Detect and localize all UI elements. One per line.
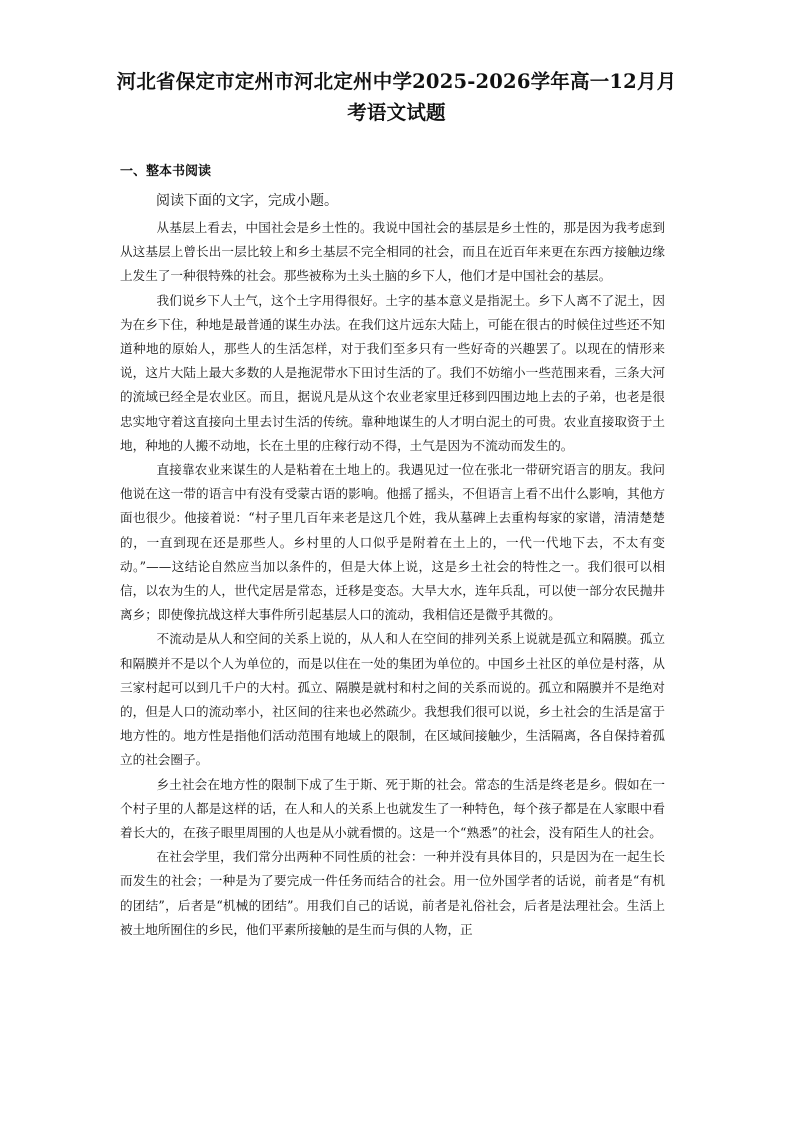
paragraph: 从基层上看去，中国社会是乡土性的。我说中国社会的基层是乡土性的，那是因为我考虑到从这基层上曾长出一层比较上和乡土基层不完全相同的社会，而且在近百年来更在东西方接触边缘上发生了一种很特殊的社会。那些被称为土头土脑的乡下人，他们才是中国社会的基层。: [120, 220, 665, 284]
paragraph: 我们说乡下人土气，这个土字用得很好。土字的基本意义是指泥土。乡下人离不了泥土，因为在乡下住，种地是最普通的谋生办法。在我们这片远东大陆上，可能在很古的时候住过些还不知道种地的原始人，那些人的生活怎样，对于我们至多只有一些好奇的兴趣罢了。以现在的情形来说，这片大陆上最大多数的人是拖泥带水下田讨生活的了。我们不妨缩小一些范围来看，三条大河的流域已经全是农业区。而且，据说凡是从这个农业老家里迁移到四围边地上去的子弟，也老是很忠实地守着这直接向土里去讨生活的传统。靠种地谋生的人才明白泥土的可贵。农业直接取资于土地，种地的人搬不动地，长在土里的庄稼行动不得，土气是因为不流动而发生的。: [120, 292, 665, 453]
page-title: 河北省保定市定州市河北定州中学2025-2026学年高一12月月考语文试题: [116, 70, 677, 124]
paragraph: 乡土社会在地方性的限制下成了生于斯、死于斯的社会。常态的生活是终老是乡。假如在一个村子里的人都是这样的话，在人和人的关系上也就发生了一种特色，每个孩子都是在人家眼中看着长大的，在孩子眼里周围的人也是从小就看惯的。这是一个“熟悉”的社会，没有陌生人的社会。: [120, 776, 665, 841]
section-heading: 一、整本书阅读: [120, 164, 212, 179]
paragraph: 直接靠农业来谋生的人是粘着在土地上的。我遇见过一位在张北一带研究语言的朋友。我问他说在这一带的语言中有没有受蒙古语的影响。他摇了摇头，不但语言上看不出什么影响，其他方面也很少。他接着说：“村子里几百年来老是这几个姓，我从墓碑上去重构每家的家谱，清清楚楚的，一直到现在还是那些人。乡村里的人口似乎是附着在土上的，一代一代地下去，不太有变动。”——这结论自然应当加以条件的，但是大体上说，这是乡土社会的特性之一。我们很可以相信，以农为生的人，世代定居是常态，迁移是变态。大旱大水，连年兵乱，可以使一部分农民抛井离乡；即使像抗战这样大事件所引起基层人口的流动，我相信还是微乎其微的。: [120, 462, 665, 623]
paragraph: 在社会学里，我们常分出两种不同性质的社会：一种并没有具体目的，只是因为在一起生长而发生的社会；一种是为了要完成一件任务而结合的社会。用一位外国学者的话说，前者是“有机的团结”，后者是“机械的团结”。用我们自己的话说，前者是礼俗社会，后者是法理社会。生活上被土地所囿住的乡民，他们平素所接触的是生而与俱的人物，正: [120, 849, 665, 937]
instruction-text: 阅读下面的文字，完成小题。: [156, 193, 338, 209]
passage-body: [120, 216, 665, 942]
paragraph: 不流动是从人和空间的关系上说的，从人和人在空间的排列关系上说就是孤立和隔膜。孤立和隔膜并不是以个人为单位的，而是以住在一处的集团为单位的。中国乡土社区的单位是村落，从三家村起可以到几千户的大村。孤立、隔膜是就村和村之间的关系而说的。孤立和隔膜并不是绝对的，但是人口的流动率小，社区间的往来也必然疏少。我想我们很可以说，乡土社会的生活是富于地方性的。地方性是指他们活动范围有地域上的限制，在区域间接触少，生活隔离，各自保持着孤立的社会圈子。: [120, 631, 665, 768]
